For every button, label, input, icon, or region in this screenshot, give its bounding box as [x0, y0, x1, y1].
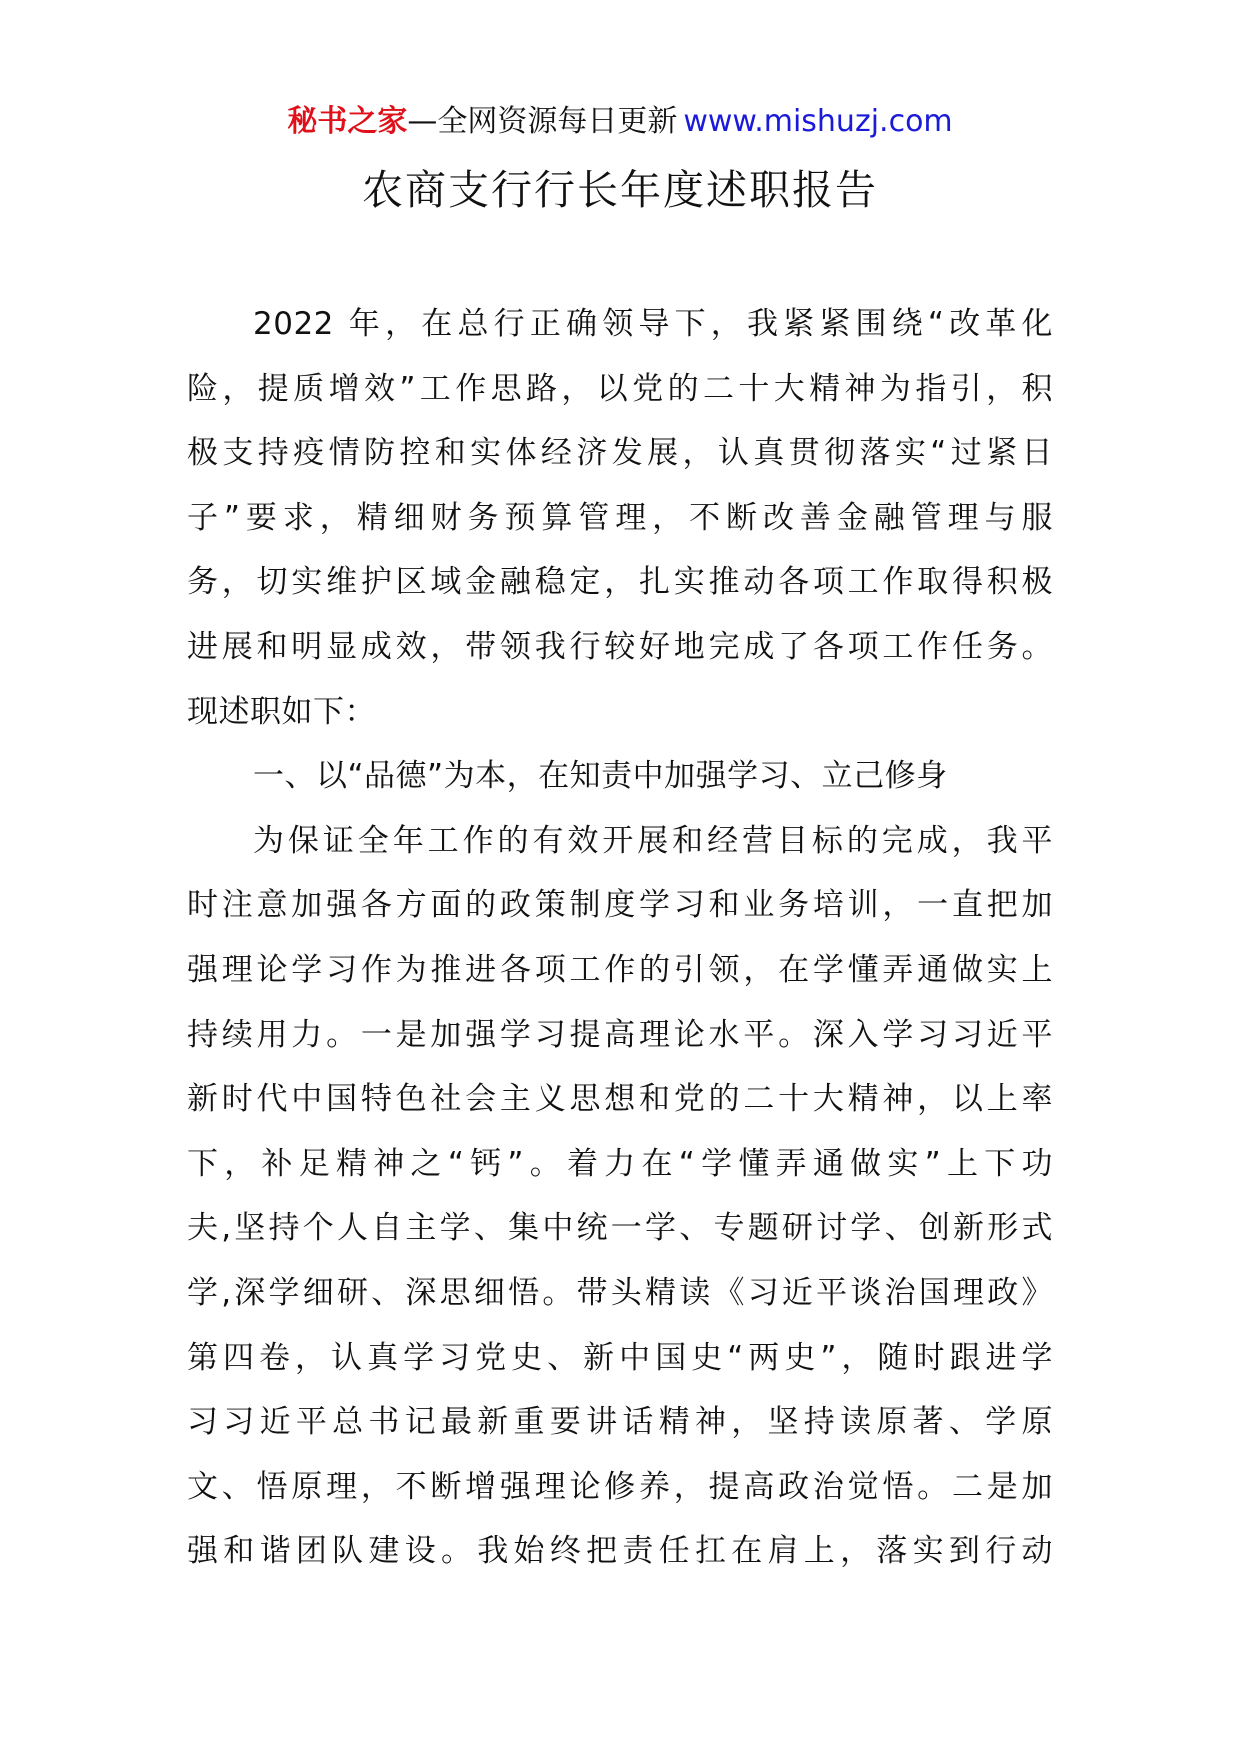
paragraph-line: 夫,坚持个人自主学、集中统一学、专题研讨学、创新形式 [187, 1210, 1053, 1247]
paragraph-line: 极支持疫情防控和实体经济发展，认真贯彻落实“过紧日 [187, 435, 1053, 472]
section-heading: 一、以“品德”为本，在知责中加强学习、立己修身 [253, 758, 948, 795]
paragraph-line: 时注意加强各方面的政策制度学习和业务培训，一直把加 [187, 887, 1053, 924]
watermark-header [0, 100, 1240, 144]
paragraph-line: 为保证全年工作的有效开展和经营目标的完成，我平 [253, 822, 1053, 859]
paragraph-line: 强和谐团队建设。我始终把责任扛在肩上，落实到行动 [187, 1533, 1053, 1570]
document-body [187, 292, 1053, 1584]
paragraph-line: 第四卷，认真学习党史、新中国史“两史”，随时跟进学 [187, 1339, 1053, 1376]
paragraph-line: 新时代中国特色社会主义思想和党的二十大精神，以上率 [187, 1081, 1053, 1118]
paragraph-line: 强理论学习作为推进各项工作的引领，在学懂弄通做实上 [187, 951, 1053, 988]
paragraph-line: 进展和明显成效，带领我行较好地完成了各项工作任务。 [187, 628, 1053, 665]
paragraph-line: 务，切实维护区域金融稳定，扎实推动各项工作取得积极 [187, 564, 1053, 601]
brand-name: 秘书之家 [287, 104, 408, 139]
paragraph-line: 下，补足精神之“钙”。着力在“学懂弄通做实”上下功 [187, 1145, 1053, 1182]
paragraph-line: 习习近平总书记最新重要讲话精神，坚持读原著、学原 [187, 1404, 1053, 1441]
document-title: 农商支行行长年度述职报告 [362, 166, 878, 214]
paragraph-line: 现述职如下： [187, 693, 376, 730]
paragraph-line: 子”要求，精细财务预算管理，不断改善金融管理与服 [187, 499, 1053, 536]
paragraph-line: 2022 年，在总行正确领导下，我紧紧围绕“改革化 [253, 306, 1053, 342]
site-url-link[interactable]: www.mishuzj.com [683, 104, 953, 139]
paragraph-line: 险，提质增效”工作思路，以党的二十大精神为指引，积 [187, 370, 1053, 407]
paragraph-line: 文、悟原理，不断增强理论修养，提高政治觉悟。二是加 [187, 1468, 1053, 1505]
brand-tagline: —全网资源每日更新 [407, 104, 678, 139]
paragraph-line: 持续用力。一是加强学习提高理论水平。深入学习习近平 [187, 1016, 1053, 1053]
paragraph-line: 学,深学细研、深思细悟。带头精读《习近平谈治国理政》 [187, 1274, 1053, 1311]
